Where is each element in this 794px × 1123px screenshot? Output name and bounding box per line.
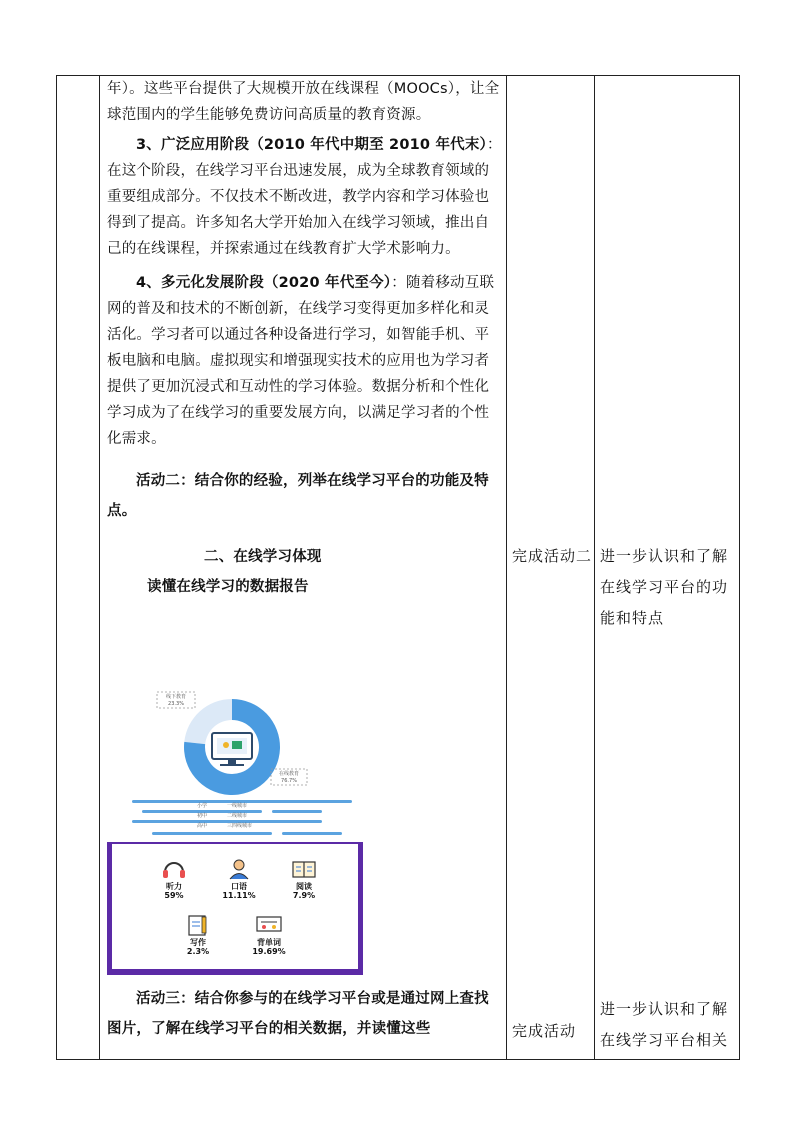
skill-speaking-label: 口语 <box>231 882 247 891</box>
lesson-table <box>56 75 740 1060</box>
legend-middle: 初中 <box>197 813 208 819</box>
student-activity-3: 完成活动 <box>512 1022 577 1040</box>
paragraph-mooc: 年）。这些平台提供了大规模开放在线课程（MOOCs），让全球范围内的学生能够免费访问高质量的教育资源。 <box>107 81 500 123</box>
col-divider-1 <box>99 76 100 1059</box>
skill-writing-label: 写作 <box>190 938 206 947</box>
headphones-icon <box>161 858 187 880</box>
speaker-person-icon <box>226 858 252 880</box>
activity-3-block <box>107 984 503 1044</box>
legend-tier1: 一线城市 <box>227 803 248 809</box>
book-icon <box>291 858 317 880</box>
offline-label-pct: 23.3% <box>168 701 184 707</box>
skill-listening <box>154 858 194 900</box>
skill-speaking-pct: 11.11% <box>222 891 256 900</box>
legend-text-svg <box>192 798 312 838</box>
skill-speaking <box>214 858 264 900</box>
legend-high: 高中 <box>197 823 208 829</box>
main-content-column <box>107 76 503 600</box>
purpose-activity-3: 进一步认识和了解在线学习平台相关 <box>600 1000 729 1049</box>
col-divider-3 <box>594 76 595 1059</box>
skill-vocabulary-label: 背单词 <box>257 938 281 947</box>
offline-label-name: 线下教育 <box>165 694 187 700</box>
col-divider-2 <box>506 76 507 1059</box>
pencil-paper-icon <box>185 914 211 936</box>
offline-label <box>157 692 195 708</box>
skill-listening-pct: 59% <box>164 891 184 900</box>
monitor-icon <box>212 733 252 766</box>
legend-primary: 小学 <box>197 803 208 809</box>
purpose-activity-2: 进一步认识和了解在线学习平台的功能和特点 <box>600 547 729 627</box>
stage3-title: 3、广泛应用阶段（2010 年代中期至 2010 年代末） <box>136 137 487 153</box>
activity-2: 活动二：结合你的经验，列举在线学习平台的功能及特点。 <box>107 473 489 519</box>
skill-writing <box>178 914 218 956</box>
skill-reading <box>284 858 324 900</box>
stage4-body: ：随着移动互联网的普及和技术的不断创新，在线学习变得更加多样化和灵活化。学习者可以通过各种设备进行学习，如智能手机、平板电脑和电脑。虚拟现实和增强现实技术的应用也为学习者提供了更加沉浸式和互动性的学习体验。数据分析和个性化学习成为了在线学习的重要发展方向，以满足学习者的个性化需求。 <box>107 275 495 447</box>
legend-tier2: 二线城市 <box>227 813 248 819</box>
online-label <box>271 769 307 785</box>
section-2-title: 二、在线学习体现 <box>204 549 322 565</box>
online-value: 76.7 <box>281 778 293 784</box>
skill-writing-pct: 2.3% <box>186 947 210 956</box>
word-card-icon <box>254 914 284 936</box>
paragraph-stage4 <box>107 270 503 452</box>
stage4-title: 4、多元化发展阶段（2020 年代至今） <box>136 275 392 291</box>
stage3-body: ：在这个阶段，在线学习平台迅速发展，成为全球教育领域的重要组成部分。不仅技术不断改进，教学内容和学习体验也得到了提高。许多知名大学开始加入在线学习领域，推出自己的在线课程，并探索通过在线教育扩大学术影响力。 <box>107 137 502 257</box>
skill-reading-label: 阅读 <box>296 882 312 891</box>
skill-vocabulary <box>244 914 294 956</box>
online-label-name: 在线教育 <box>278 771 300 777</box>
skills-stats-panel <box>107 842 363 975</box>
subsection-title: 读懂在线学习的数据报告 <box>147 579 309 595</box>
skill-vocabulary-pct: 19.69% <box>252 947 286 956</box>
online-label-pct: 76.7% <box>281 778 297 784</box>
skill-reading-pct: 7.9% <box>292 891 316 900</box>
activity-3: 活动三：结合你参与的在线学习平台或是通过网上查找图片，了解在线学习平台的相关数据，并读懂这些 <box>107 991 489 1037</box>
legend-tier3: 三四线城市 <box>227 823 253 829</box>
student-activity-2: 完成活动二 <box>512 547 593 565</box>
skill-listening-label: 听力 <box>166 882 182 891</box>
paragraph-stage3 <box>107 132 503 262</box>
offline-value: 23.3 <box>168 701 180 707</box>
